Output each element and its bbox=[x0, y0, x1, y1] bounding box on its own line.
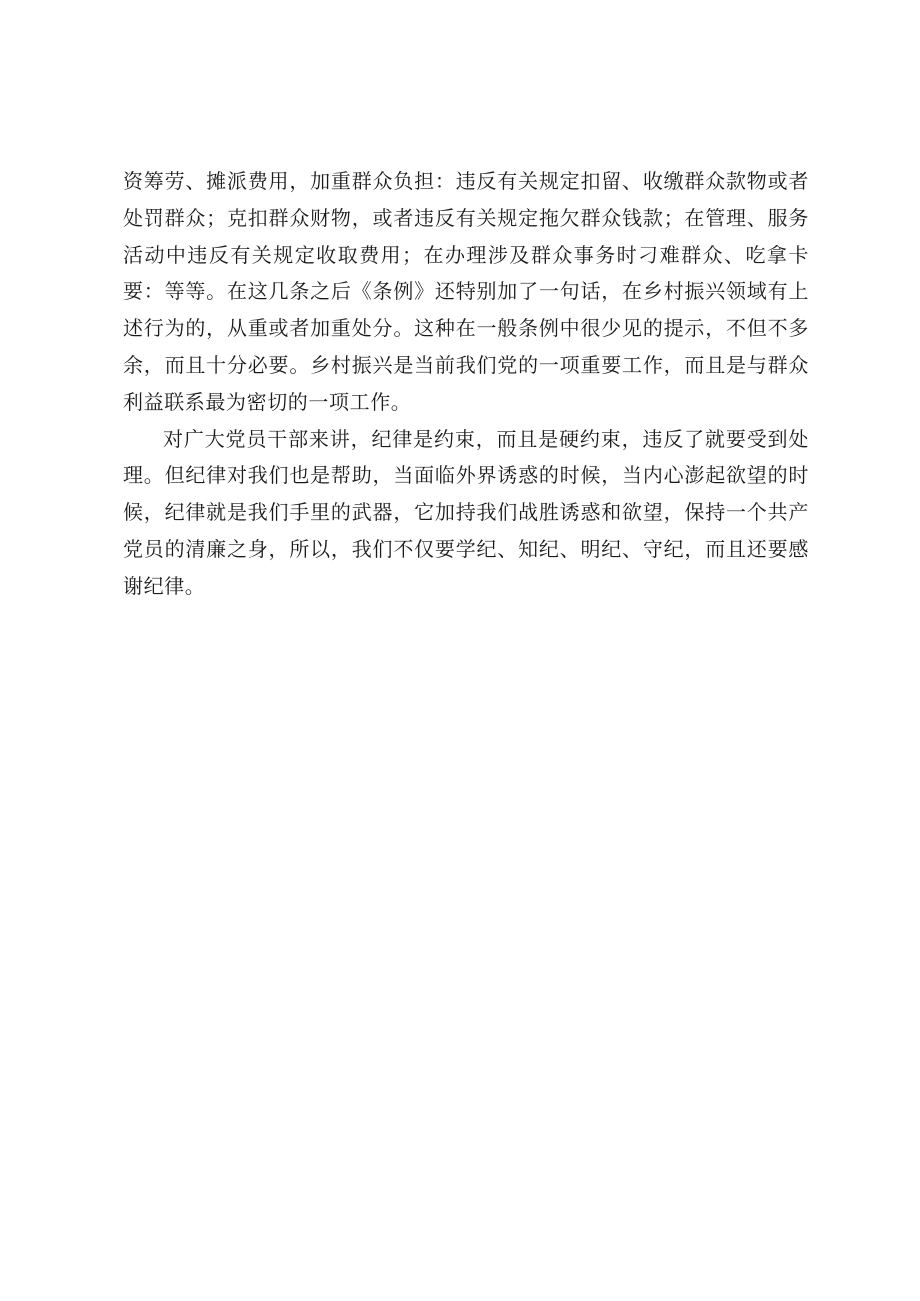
document-body bbox=[123, 163, 809, 605]
paragraph-discipline: 对广大党员干部来讲，纪律是约束，而且是硬约束，违反了就要受到处理。但纪律对我们也是帮助，当面临外界诱惑的时候，当内心澎起欲望的时候，纪律就是我们手里的武器，它加持我们战胜诱惑和欲望，保持一个共产党员的清廉之身，所以，我们不仅要学纪、知纪、明纪、守纪，而且还要感谢纪律。 bbox=[123, 426, 809, 598]
paragraph-continuation: 资筹劳、摊派费用，加重群众负担：违反有关规定扣留、收缴群众款物或者处罚群众；克扣群众财物，或者违反有关规定拖欠群众钱款；在管理、服务活动中违反有关规定收取费用；在办理涉及群众事务时刁难群众、吃拿卡要：等等。在这几条之后《条例》还特别加了一句话，在乡村振兴领域有上述行为的，从重或者加重处分。这种在一般条例中很少见的提示，不但不多余，而且十分必要。乡村振兴是当前我们党的一项重要工作，而且是与群众利益联系最为密切的一项工作。 bbox=[123, 169, 809, 414]
